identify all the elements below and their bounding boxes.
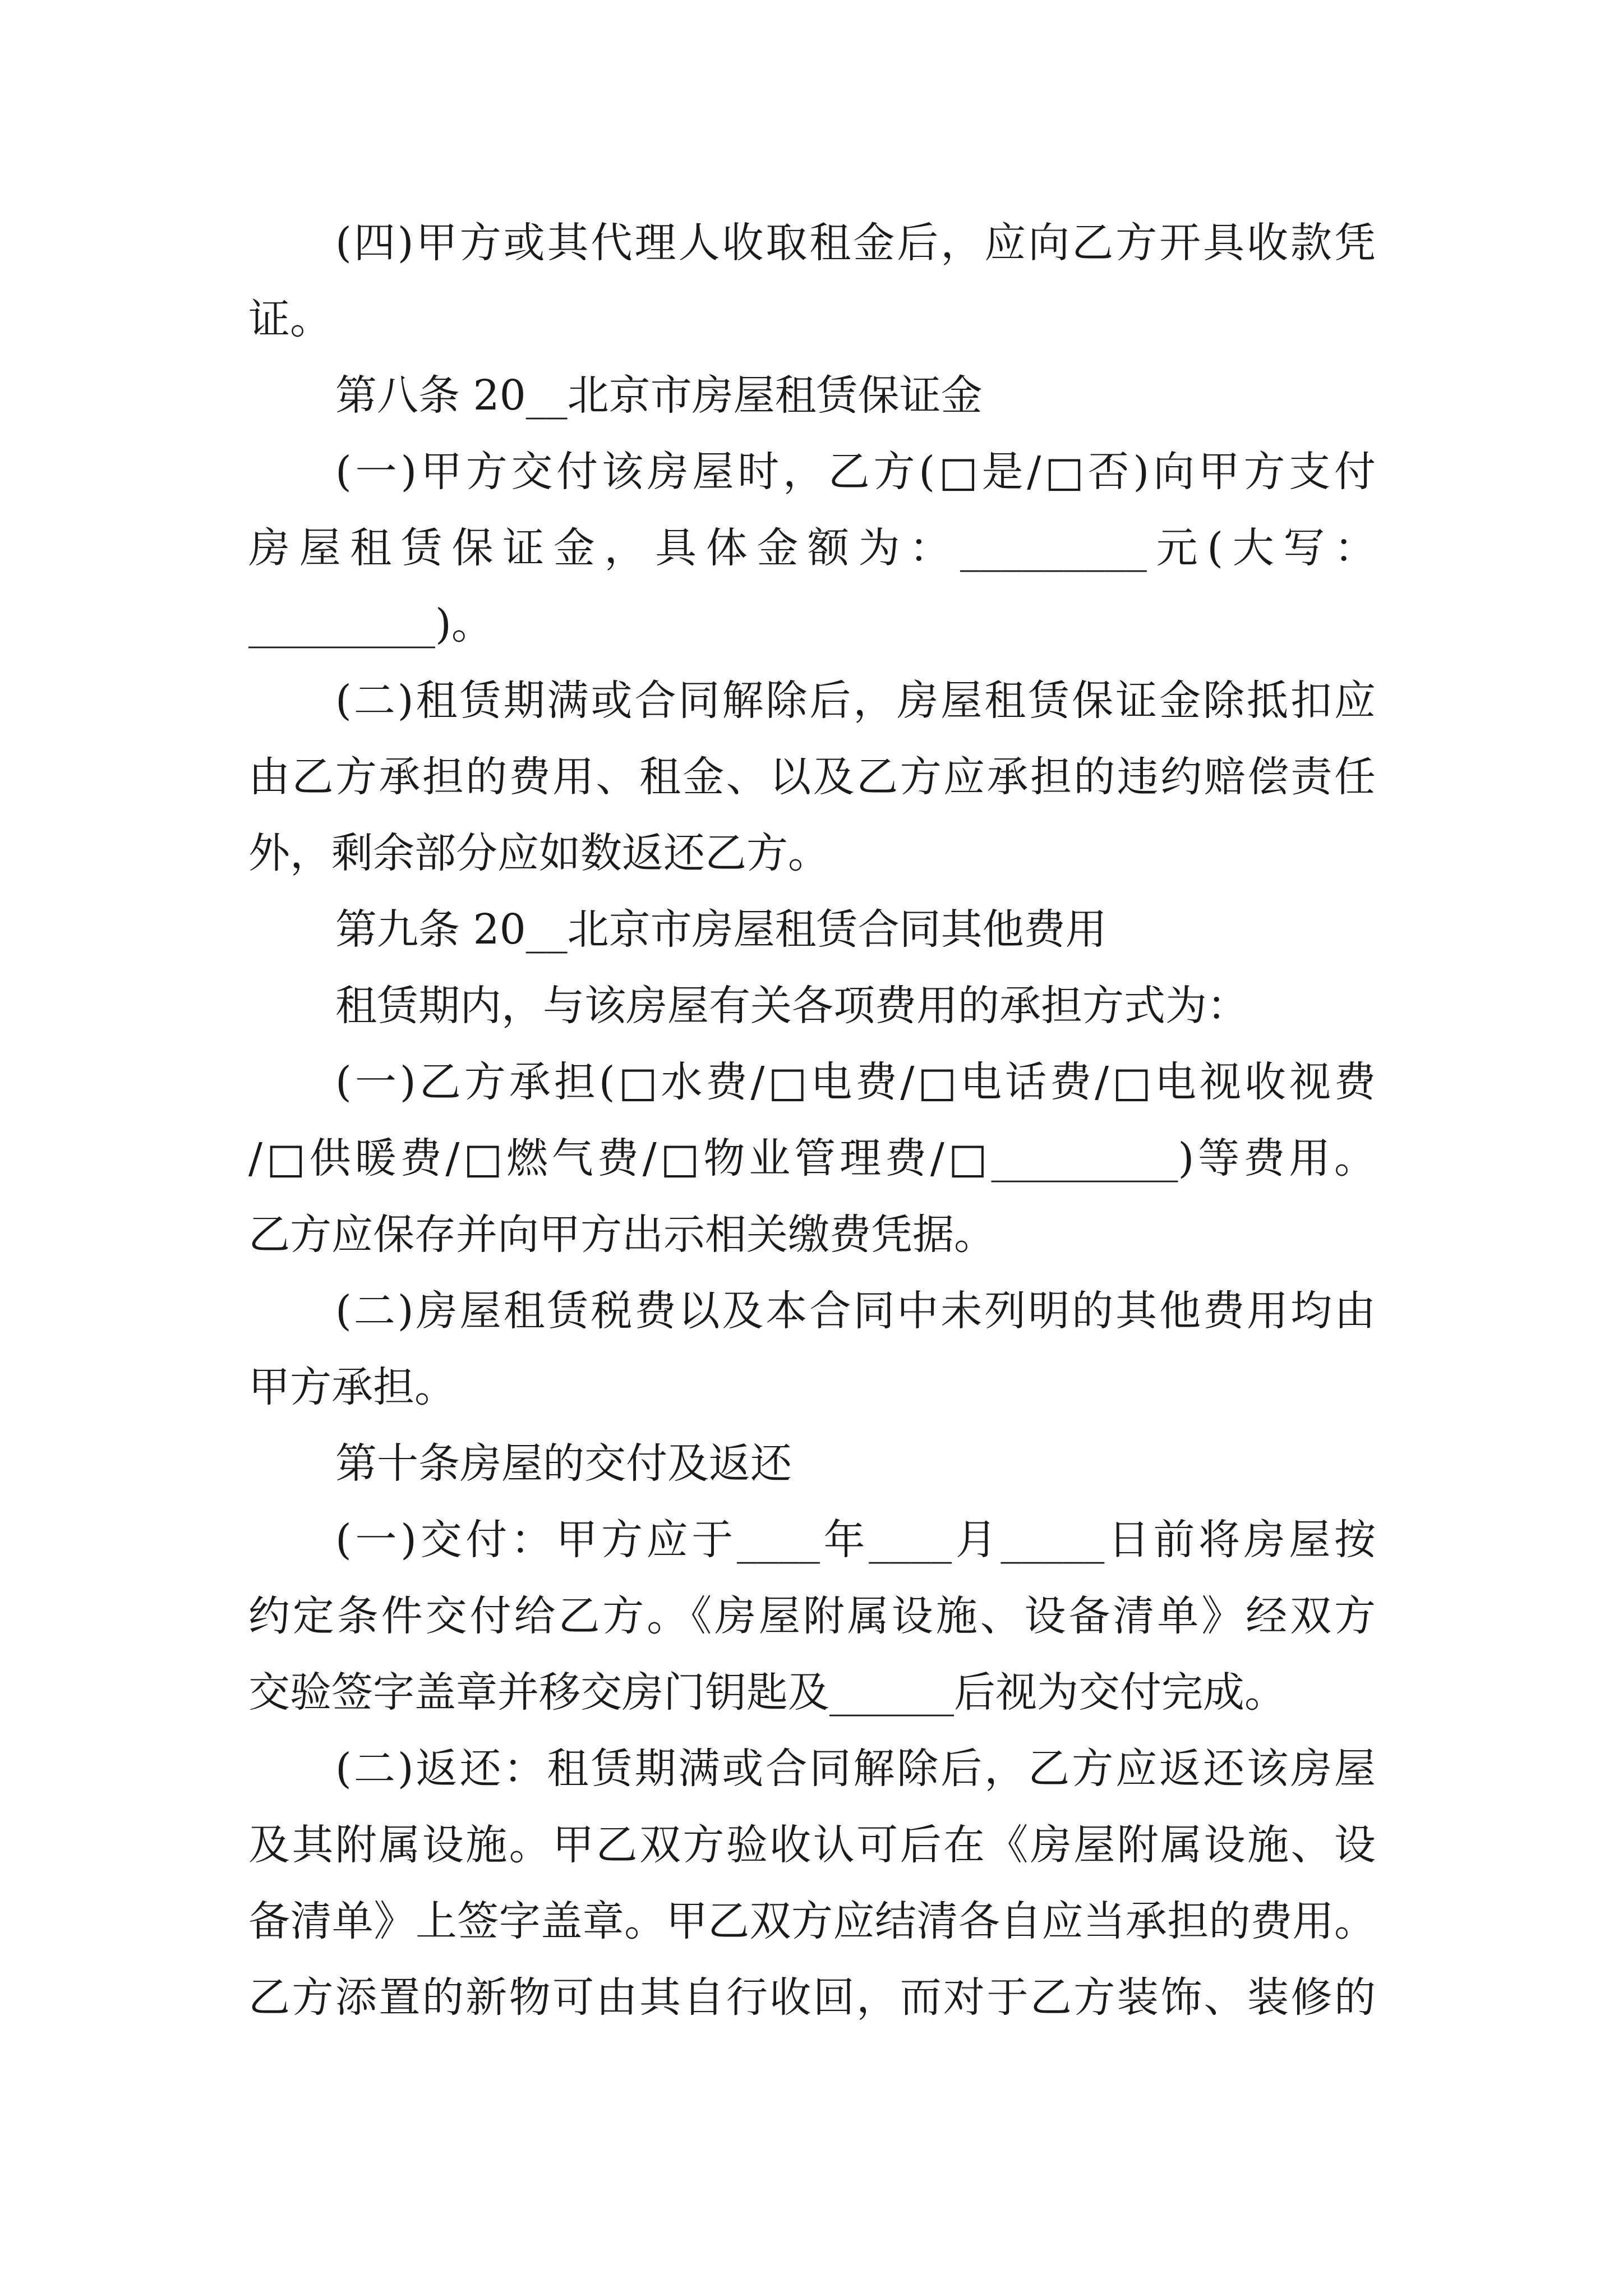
paragraph-line: 房屋租赁保证金，具体金额为：_________元(大写： xyxy=(248,524,1376,572)
paragraph-line: 乙方应保存并向甲方出示相关缴费凭据。 xyxy=(248,1211,995,1259)
paragraph-line: 乙方添置的新物可由其自行收回，而对于乙方装饰、装修的 xyxy=(248,1973,1376,2022)
paragraph-line: /□供暖费/□燃气费/□物业管理费/□_________)等费用。 xyxy=(248,1134,1376,1182)
paragraph-line: 由乙方承担的费用、租金、以及乙方应承担的违约赔偿责任 xyxy=(248,753,1376,801)
paragraph-line: 租赁期内，与该房屋有关各项费用的承担方式为： xyxy=(335,982,1248,1030)
paragraph-line: 证。 xyxy=(248,295,331,343)
paragraph-line: 外，剩余部分应如数返还乙方。 xyxy=(248,829,829,877)
article-heading: 第九条 20__北京市房屋租赁合同其他费用 xyxy=(335,905,1107,954)
paragraph-line: (四)甲方或其代理人收取租金后，应向乙方开具收款凭 xyxy=(335,219,1376,267)
paragraph-line: (一)交付：甲方应于____年____月_____日前将房屋按 xyxy=(335,1516,1376,1564)
paragraph-line: (二)返还：租赁期满或合同解除后，乙方应返还该房屋 xyxy=(335,1745,1376,1793)
paragraph-line: 及其附属设施。甲乙双方验收认可后在《房屋附属设施、设 xyxy=(248,1821,1376,1869)
article-heading: 第十条房屋的交付及返还 xyxy=(335,1439,792,1488)
paragraph-line: 备清单》上签字盖章。甲乙双方应结清各自应当承担的费用。 xyxy=(248,1897,1376,1945)
paragraph-line: 约定条件交付给乙方。《房屋附属设施、设备清单》经双方 xyxy=(248,1592,1376,1640)
paragraph-line: (二)租赁期满或合同解除后，房屋租赁保证金除抵扣应 xyxy=(335,677,1376,725)
article-heading: 第八条 20__北京市房屋租赁保证金 xyxy=(335,371,983,420)
paragraph-line: (一)甲方交付该房屋时，乙方(□是/□否)向甲方支付 xyxy=(335,448,1376,496)
paragraph-line: (二)房屋租赁税费以及本合同中未列明的其他费用均由 xyxy=(335,1287,1376,1335)
paragraph-line: (一)乙方承担(□水费/□电费/□电话费/□电视收视费 xyxy=(335,1058,1376,1106)
paragraph-line: _________)。 xyxy=(248,600,493,648)
paragraph-line: 甲方承担。 xyxy=(248,1363,456,1411)
paragraph-line: 交验签字盖章并移交房门钥匙及______后视为交付完成。 xyxy=(248,1668,1286,1717)
